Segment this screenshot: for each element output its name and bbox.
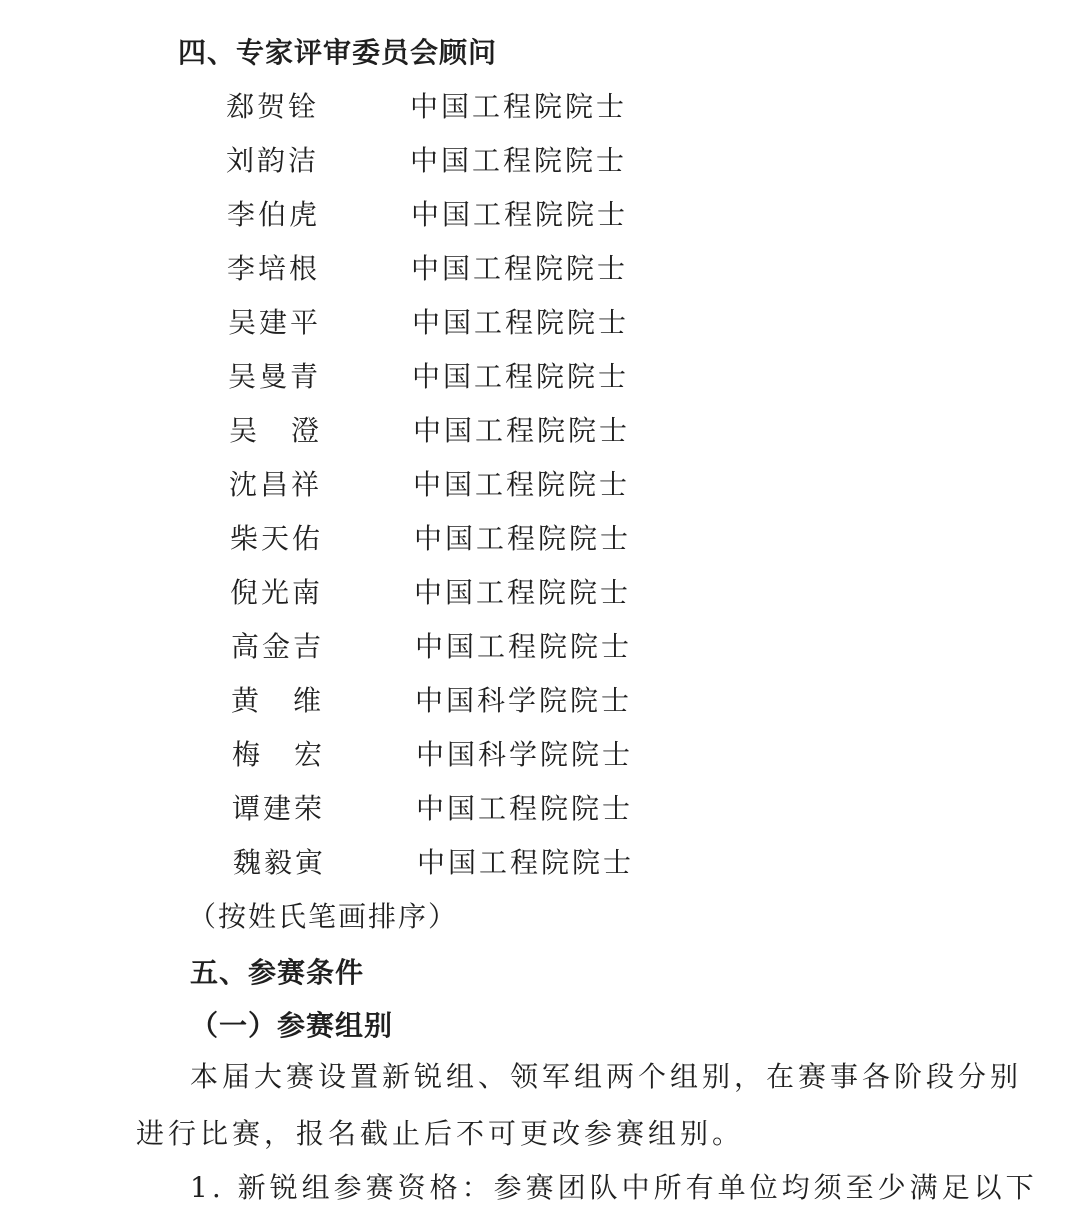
advisor-name: 李伯虎 <box>227 198 321 231</box>
advisor-title: 中国工程院院士 <box>416 792 634 825</box>
advisor-name: 李培根 <box>227 252 321 285</box>
section-heading-advisors: 四、专家评审委员会顾问 <box>178 36 498 69</box>
advisor-name: 吴 澄 <box>229 414 323 447</box>
advisor-title: 中国工程院院士 <box>413 468 631 501</box>
advisor-title: 中国工程院院士 <box>410 144 628 177</box>
advisor-title: 中国科学院院士 <box>416 738 634 771</box>
advisor-name: 吴曼青 <box>228 360 322 393</box>
advisor-name: 梅 宏 <box>232 738 326 771</box>
advisor-title: 中国工程院院士 <box>415 630 633 663</box>
advisor-title: 中国工程院院士 <box>414 522 632 555</box>
section-heading-eligibility: 五、参赛条件 <box>190 956 365 989</box>
advisor-title: 中国工程院院士 <box>410 90 628 123</box>
advisor-name: 吴建平 <box>228 306 322 339</box>
paragraph-line: 进行比赛，报名截止后不可更改参赛组别。 <box>136 1117 745 1150</box>
advisor-name: 柴天佑 <box>230 522 324 555</box>
advisor-title: 中国工程院院士 <box>411 252 629 285</box>
advisor-title: 中国工程院院士 <box>411 198 629 231</box>
advisor-name: 沈昌祥 <box>229 468 323 501</box>
sort-order-note: （按姓氏笔画排序） <box>188 900 459 933</box>
advisor-title: 中国科学院院士 <box>415 684 633 717</box>
advisor-name: 黄 维 <box>231 684 325 717</box>
advisor-title: 中国工程院院士 <box>412 360 630 393</box>
advisor-name: 郄贺铨 <box>226 90 320 123</box>
subsection-heading-groups: （一）参赛组别 <box>190 1009 394 1042</box>
advisor-title: 中国工程院院士 <box>413 414 631 447</box>
advisor-title: 中国工程院院士 <box>412 306 630 339</box>
advisor-name: 倪光南 <box>230 576 324 609</box>
advisor-name: 谭建荣 <box>232 792 326 825</box>
advisor-name: 高金吉 <box>231 630 325 663</box>
advisor-title: 中国工程院院士 <box>417 846 635 879</box>
advisor-title: 中国工程院院士 <box>414 576 632 609</box>
list-item: 1. 新锐组参赛资格：参赛团队中所有单位均须至少满足以下 <box>190 1171 1038 1204</box>
advisor-name: 刘韵洁 <box>226 144 320 177</box>
paragraph-line: 本届大赛设置新锐组、领军组两个组别，在赛事各阶段分别 <box>190 1060 1023 1093</box>
advisor-name: 魏毅寅 <box>233 846 327 879</box>
